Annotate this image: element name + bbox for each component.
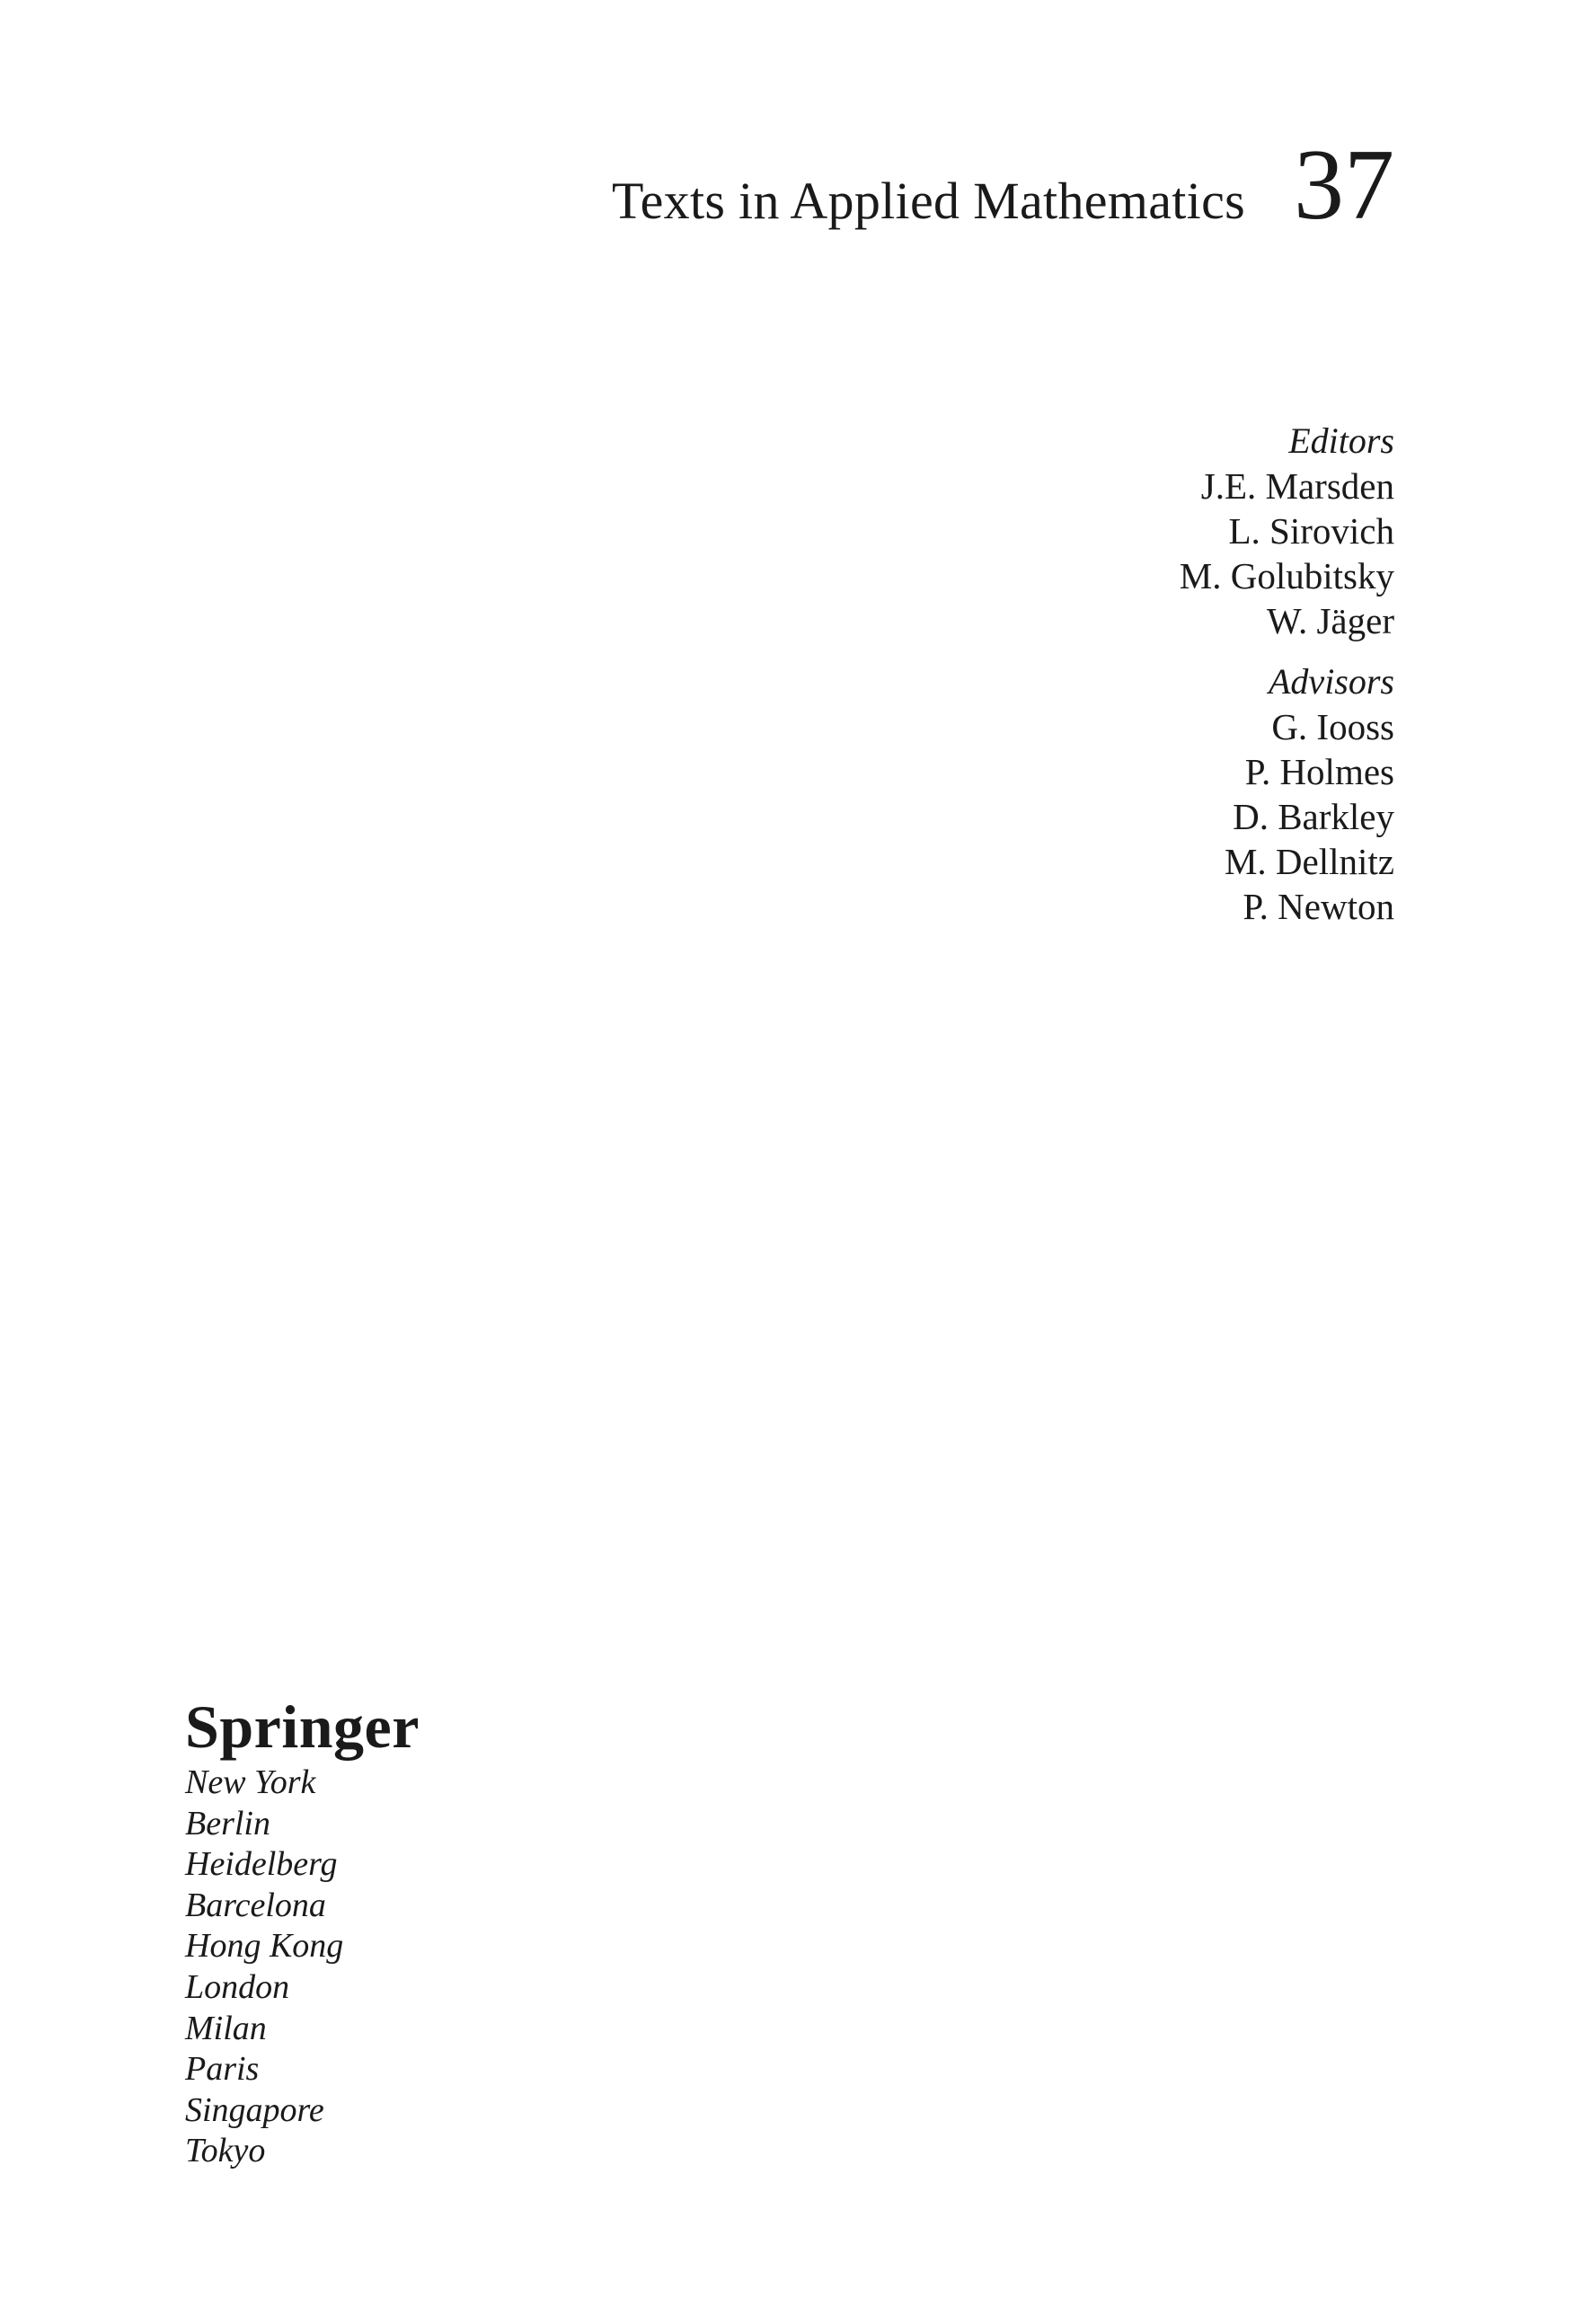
editor-name: L. Sirovich — [1228, 510, 1394, 552]
publisher-city: New York — [185, 1763, 316, 1801]
publisher-city: Paris — [185, 2050, 260, 2089]
publisher-name: Springer — [185, 1692, 420, 1761]
publisher-city: Milan — [185, 2009, 267, 2047]
publisher-city: Barcelona — [185, 1886, 326, 1924]
advisor-name: D. Barkley — [1233, 796, 1394, 837]
publisher-city: Hong Kong — [185, 1927, 344, 1966]
advisors-label: Advisors — [1269, 661, 1394, 702]
publisher-city: Tokyo — [185, 2132, 266, 2170]
advisor-name: P. Newton — [1243, 886, 1394, 927]
editors-label: Editors — [1288, 420, 1394, 461]
series-title: Texts in Applied Mathematics — [611, 172, 1245, 230]
editor-name: W. Jäger — [1267, 600, 1394, 641]
publisher-city: London — [185, 1967, 290, 2006]
publisher-city: Heidelberg — [185, 1845, 338, 1884]
editor-name: M. Golubitsky — [1179, 555, 1394, 596]
publisher-block — [185, 1691, 420, 2172]
advisor-name: P. Holmes — [1244, 751, 1394, 792]
publisher-city: Berlin — [185, 1804, 270, 1842]
advisor-name: M. Dellnitz — [1224, 841, 1394, 882]
volume-number: 37 — [1294, 129, 1394, 241]
publisher-city: Singapore — [185, 2090, 324, 2129]
series-header — [611, 129, 1394, 241]
advisor-name: G. Iooss — [1271, 706, 1394, 747]
editor-name: J.E. Marsden — [1200, 465, 1394, 507]
editorial-board — [1180, 419, 1394, 929]
